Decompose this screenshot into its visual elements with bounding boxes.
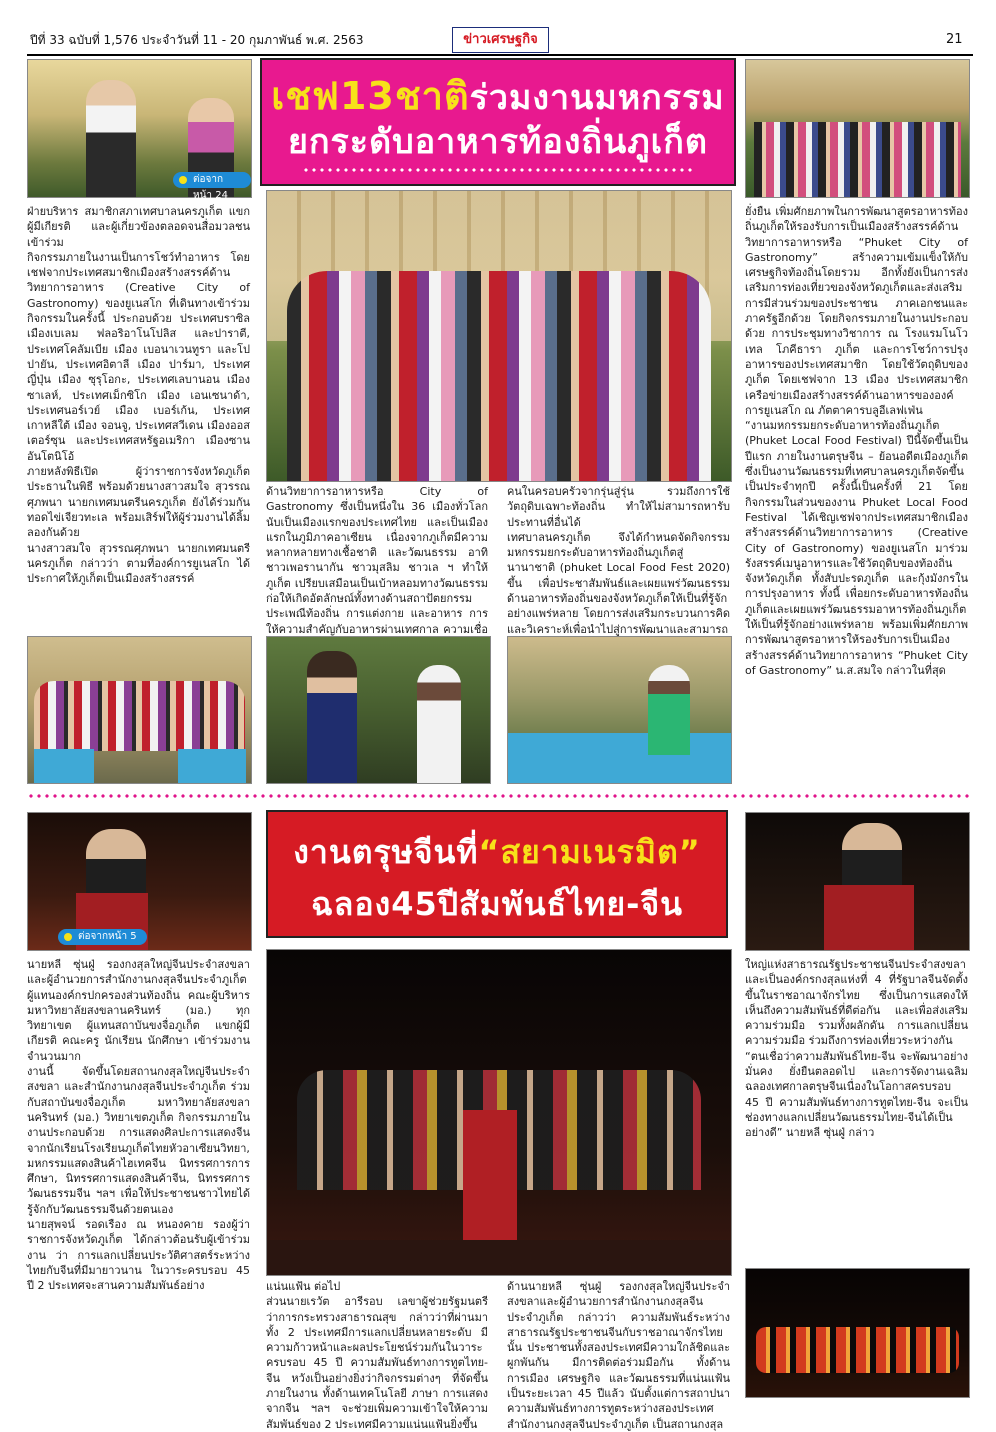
cook-figure bbox=[648, 665, 690, 755]
story1-column-3: คนในครอบครัวจากรุ่นสู่รุ่น รวมถึงการใช้วัตถุดิบเฉพาะท้องถิ่น ทำให้ไม่สามารถหารับประทานที่อื่นได้ เทศบาลนครภูเก็ต จึงได้กำหนดจัดกิจกรรม มหกรรมยกระดับอาหารท้องถิ่นภูเก็ตสู่นานาชาติ (phuket Local Food Fest 2020) ขึ้น เพื่อประชาสัมพันธ์และเผยแพร่วัฒนธรรมด้านอาหารท้องถิ่นของจังหวัดภูเก็ตให้เป็นที่รู้จักอย่างแพร่หลาย โดยการส่งเสริมกระบวนการคิดและวิเคราะห์เพื่อนำไปสู่การพัฒนาและสามารถ bbox=[507, 485, 730, 636]
photo-dance-performance bbox=[745, 1268, 970, 1398]
headline-dots bbox=[302, 168, 694, 172]
page-number: 21 bbox=[946, 32, 963, 47]
podium-2 bbox=[824, 885, 914, 950]
tag-text: ต่อจากหน้า 24 bbox=[193, 174, 228, 201]
photo-speaker-podium bbox=[745, 812, 970, 951]
podium-center bbox=[463, 1110, 517, 1240]
section-divider bbox=[27, 794, 973, 798]
story1-headline-line1 bbox=[262, 74, 734, 120]
story1-column-2: ด้านวิทยาการอาหารหรือ City of Gastronomy ซึ่งเป็นหนึ่งใน 36 เมืองทั่วโลกนับเป็นเมืองแรกของประเทศไทย และเป็นเมืองแรกในภูมิภาคอาเซียน เนื่องจากภูเก็ตมีความหลากหลายทางเชื้อชาติ และวัฒนธรรม อาทิ ชาวเพอรานากัน ชาวมุสลิม ชาวเล ฯ ทำให้ภูเก็ต เปรียบเสมือนเป็นเบ้าหลอมทางวัฒนธรรม ก่อให้เกิดอัตลักษณ์ทั้งทางด้านสถาปัตยกรรม ประเพณีท้องถิ่น การแต่งกาย และอาหาร การให้ความสำคัญกับอาหารผ่านเทศกาล ความเชื่อ bbox=[266, 485, 488, 636]
story2-headline-line1 bbox=[268, 830, 726, 874]
continued-tag-story2 bbox=[58, 929, 147, 945]
story2-column-1: นายหลี ซุ่นฝู่ รองกงสุลใหญ่จีนประจำสงขลา และผู้อำนวยการสำนักงานกงสุลจีนประจำภูเก็ต ผู้แทนองค์กรปกครองส่วนท้องถิ่น คณะผู้บริหารมหาวิทยาลัยสงขลานครินทร์ (มอ.) ทุกวิทยาเขต ผู้แทนสถาบันขงจื่อภูเก็ต แขกผู้มีเกียรติ คณะครู นักเรียน นักศึกษา เข้าร่วมงานจำนวนมาก งานนี้ จัดขึ้นโดยสถานกงสุลใหญ่จีนประจำสงขลา และสำนักงานกงสุลจีนประจำภูเก็ต ร่วมกับสถาบันขงจื่อภูเก็ต มหาวิทยาลัยสงขลานครินทร์ (มอ.) วิทยาเขตภูเก็ต กิจกรรมภายในงานประกอบด้วย การแสดงศิลปะการแสดงจีน จากนักเรียนโรงเรียนภูเก็ตไทยหัวอาเซียนวิทยา, มหกรรมแสดงสินค้าไฮเทคจีน นิทรรศการการศึกษา, นิทรรศการแสดงสินค้าจีน, นิทรรศการวัฒนธรรมจีน ฯลฯ เพื่อให้ประชาชนชาวไทยได้รู้จักกับวัฒนธรรมจีนด้วยตนเอง นายสุพจน์ รอดเรือง ณ หนองคาย รองผู้ว่าราชการจังหวัดภูเก็ต ได้กล่าวต้อนรับผู้เข้าร่วมงาน ว่า การแลกเปลี่ยนประวัติศาสตร์ระหว่างไทยกับจีนที่มีมายาวนาน ในวาระครบรอบ 45 ปี 2 ประเทศจะสานความสัมพันธ์อย่าง bbox=[27, 958, 250, 1293]
chef-figure bbox=[307, 651, 357, 783]
tag-dot bbox=[179, 176, 187, 184]
stage-crowd bbox=[34, 681, 245, 751]
stage-floor bbox=[267, 1240, 731, 1275]
photo-stage-ceremony bbox=[266, 949, 732, 1276]
story2-headline-rest: งานตรุษจีนที่ bbox=[293, 833, 479, 871]
header-rule bbox=[27, 54, 973, 56]
masthead-text: ข่าวเศรษฐกิจ bbox=[463, 32, 538, 47]
story2-column-3: ด้านนายหลี ซุ่นฝู่ รองกงสุลใหญ่จีนประจำสงขลาและผู้อำนวยการสำนักงานกงสุลจีนประจำภูเก็ต กล่าวว่า ความสัมพันธ์ระหว่างสาธารณรัฐประชาชนจีนกับราชอาณาจักรไทยนั้น ประชาชนทั้งสองประเทศมีความใกล้ชิดและผูกพันกัน มีการติดต่อร่วมมือกัน ทั้งด้านการเมือง เศรษฐกิจ และวัฒนธรรมที่แน่นแฟ้นเป็นระยะเวลา 45 ปีแล้ว นับตั้งแต่การสถาปนาความสัมพันธ์ทางการทูตระหว่างสองประเทศ สำนักงานกงสุลจีนประจำภูเก็ต เป็นสถานกงสุล bbox=[507, 1280, 730, 1431]
masthead-logo bbox=[452, 27, 549, 53]
story2-column-4: ใหญ่แห่งสาธารณรัฐประชาชนจีนประจำสงขลา และเป็นองค์กรกงสุลแห่งที่ 4 ที่รัฐบาลจีนจัดตั้งขึ้นในราชอาณาจักรไทย ซึ่งเป็นการแสดงให้เห็นถึงความสัมพันธ์ที่ดีต่อกัน และเพื่อส่งเสริมความร่วมมือ รวมทั้งผลักดัน การแลกเปลี่ยน ความร่วมมือ ร่วมถึงการท่องเที่ยวระหว่างกัน “ตนเชื่อว่าความสัมพันธ์ไทย-จีน จะพัฒนาอย่างมั่นคง ยั่งยืนตลอดไป และการจัดงานเฉลิมฉลองเทศกาลตรุษจีนเนื่องในโอกาสครบรอบ 45 ปี ความสัมพันธ์ทางการทูตไทย-จีน จะเป็นช่องทางแลกเปลี่ยนวัฒนธรรมไทย-จีนได้เป็นอย่างดี” นายหลี ซุ่นฝู่ กล่าว bbox=[745, 958, 968, 1140]
story1-headline-emph: เชฟ13ชาติ bbox=[271, 74, 470, 118]
tag-text: ต่อจากหน้า 5 bbox=[78, 931, 137, 942]
banner-right bbox=[178, 749, 246, 783]
photo-speaker-consul bbox=[27, 812, 252, 951]
story1-headline-line2: ยกระดับอาหารท้องถิ่นภูเก็ต bbox=[288, 122, 708, 162]
dancers bbox=[756, 1327, 959, 1373]
photo-main-group bbox=[266, 190, 732, 482]
story2-headline-box bbox=[266, 810, 728, 938]
story1-headline-box bbox=[260, 58, 736, 186]
photo-cooking-station bbox=[507, 636, 732, 784]
story2-headline-line2: ฉลอง45ปีสัมพันธ์ไทย-จีน bbox=[310, 885, 684, 923]
crowd bbox=[754, 122, 961, 197]
photo-group-courtyard bbox=[745, 59, 970, 198]
issue-info: ปีที่ 33 ฉบับที่ 1,576 ประจำวันที่ 11 - 20 กุมภาพันธ์ พ.ศ. 2563 bbox=[30, 33, 364, 47]
chef-figure-2 bbox=[417, 665, 461, 783]
continued-tag-story1 bbox=[173, 172, 251, 201]
photo-stage-awards bbox=[27, 636, 252, 784]
banner-left bbox=[34, 749, 94, 783]
story1-column-4: ยั่งยืน เพิ่มศักยภาพในการพัฒนาสูตรอาหารท้องถิ่นภูเก็ตให้รองรับการเป็นเมืองสร้างสรรค์ด้านวิทยาการอาหารหรือ “Phuket City of Gastronomy” สร้างความเข้มแข็งให้กับเศรษฐกิจท้องถิ่นโดยรวม อีกทั้งยังเป็นการส่งเสริมการท่องเที่ยวของจังหวัดภูเก็ตและส่งเสริมการมีส่วนร่วมของประชาชน ภาคเอกชนและภาครัฐอีกด้วย โดยกิจกรรมภายในงานประกอบด้วย การประชุมทางวิชาการ ณ โรงแรมโนโวเทล โภคีธารา ภูเก็ต และการโชว์การปรุงอาหารของประเทศสมาชิก โดยใช้วัตถุดิบของภูเก็ต โดยเชฟจาก 13 เมือง ประเทศสมาชิกเครือข่ายเมืองสร้างสรรค์ด้านอาหารขององค์การยูเนสโก ณ ภัตตาคารบลูอีเลฟเฟ่น “งานมหกรรมยกระดับอาหารท้องถิ่นภูเก็ต (Phuket Local Food Festival) ปีนี้จัดขึ้นเป็นปีแรก ภายในงานตรุษจีน – ย้อนอดีตเมืองภูเก็ต ซึ่งเป็นงานวัฒนธรรมที่เทศบาลนครภูเก็ตจัดขึ้นเป็นประจำทุกปี ครั้งนี้เป็นครั้งที่ 21 โดยกิจกรรมในส่วนของงาน Phuket Local Food Festival ได้เชิญเชฟจากประเทศสมาชิกเมืองสร้างสรรค์ด้านวิทยาการอาหาร (Creative City of Gastronomy) ของยูเนสโก มาร่วมรังสรรค์เมนูอาหารและใช้วัตถุดิบของท้องถิ่นจังหวัดภูเก็ต ทั้งสับปะรดภูเก็ต และกุ้งมังกรในการปรุงอาหาร ทั้งนี้ เพื่อยกระดับอาหารท้องถิ่นภูเก็ตและเผยแพร่วัฒนธรรมอาหารท้องถิ่นภูเก็ต ให้เป็นที่รู้จักอย่างแพร่หลาย พร้อมเพิ่มศักยภาพการพัฒนาสูตรอาหารให้รองรับการเป็นเมืองสร้างสรรค์ด้านวิทยาการอาหาร “Phuket City of Gastronomy” น.ส.สมใจ กล่าวในที่สุด bbox=[745, 205, 968, 677]
photo-chefs-with-plates bbox=[27, 59, 252, 201]
person-1 bbox=[86, 80, 136, 197]
story2-headline-emph: “สยามเนรมิต” bbox=[478, 833, 701, 871]
story1-headline-rest: ร่วมงานมหกรรม bbox=[469, 78, 725, 118]
tag-dot bbox=[64, 933, 72, 941]
story2-column-2: แน่นแฟ้น ต่อไป ส่วนนายเรวัต อารีรอบ เลขาผู้ช่วยรัฐมนตรีว่าการกระทรวงสาธารณสุข กล่าวว่าที่ผ่านมาทั้ง 2 ประเทศมีการแลกเปลี่ยนหลายระดับ มีความก้าวหน้าและผลประโยชน์ร่วมกันในวาระครบรอบ 45 ปี ความสัมพันธ์ทางการทูตไทย-จีน หวังเป็นอย่างยิ่งว่ากิจกรรมต่างๆ ที่จัดขึ้นภายในงาน ทั้งด้านเทคโนโลยี ภาษา การแสดงจากจีน ฯลฯ จะช่วยเพิ่มความเข้าใจให้ความสัมพันธ์ของ 2 ประเทศมีความแน่นแฟ้นยิ่งขึ้น bbox=[266, 1280, 488, 1431]
crowd-main bbox=[287, 271, 711, 481]
photo-chef-cooking bbox=[266, 636, 491, 784]
cooking-table bbox=[508, 733, 731, 783]
story1-column-1: ฝ่ายบริหาร สมาชิกสภาเทศบาลนครภูเก็ต แขกผู้มีเกียรติ และผู้เกี่ยวข้องตลอดจนสื่อมวลชน เข้าร่วม กิจกรรมภายในงานเป็นการโชว์ทำอาหาร โดยเชฟจากประเทศสมาชิกเมืองสร้างสรรค์ด้านวิทยาการอาหาร (Creative City of Gastronomy) ของยูเนสโก ที่เดินทางเข้าร่วมกิจกรรมในครั้งนี้ ประกอบด้วย ประเทศบราซิล เมืองเบเลม ฟลอริอาโนโปลิส และปาราตี, ประเทศโคลัมเบีย เมือง เบอนาเวนทูรา และโปปายัน, ประเทศอิตาลี เมือง ปาร์มา, ประเทศญี่ปุ่น เมือง ซุรุโอกะ, ประเทศเลบานอน เมือง ซาเลห์, ประเทศเม็กซิโก เมือง เอนเซนาด้า, ประเทศนอร์เวย์ เมือง เบอร์เก้น, ประเทศเกาหลีใต้ เมือง จอนจู, ประเทศสวีเดน เมืองออสเตอร์ซุน และประเทศสหรัฐอเมริกา เมืองซาน อันโตนิโอ้ ภายหลังพิธีเปิด ผู้ว่าราชการจังหวัดภูเก็ต ประธานในพิธี พร้อมด้วยนางสาวสมใจ สุวรรณศุภพนา นายกเทศมนตรีนครภูเก็ต ยังได้ร่วมกันทอดไข่เจียวทะเล พร้อมเสิร์ฟให้ผู้ร่วมงานได้ลิ้มลองกันด้วย นางสาวสมใจ สุวรรณศุภพนา นายกเทศมนตรีนครภูเก็ต กล่าวว่า ตามที่องค์การยูเนสโก ได้ประกาศให้ภูเก็ตเป็นเมืองสร้างสรรค์ bbox=[27, 205, 250, 586]
